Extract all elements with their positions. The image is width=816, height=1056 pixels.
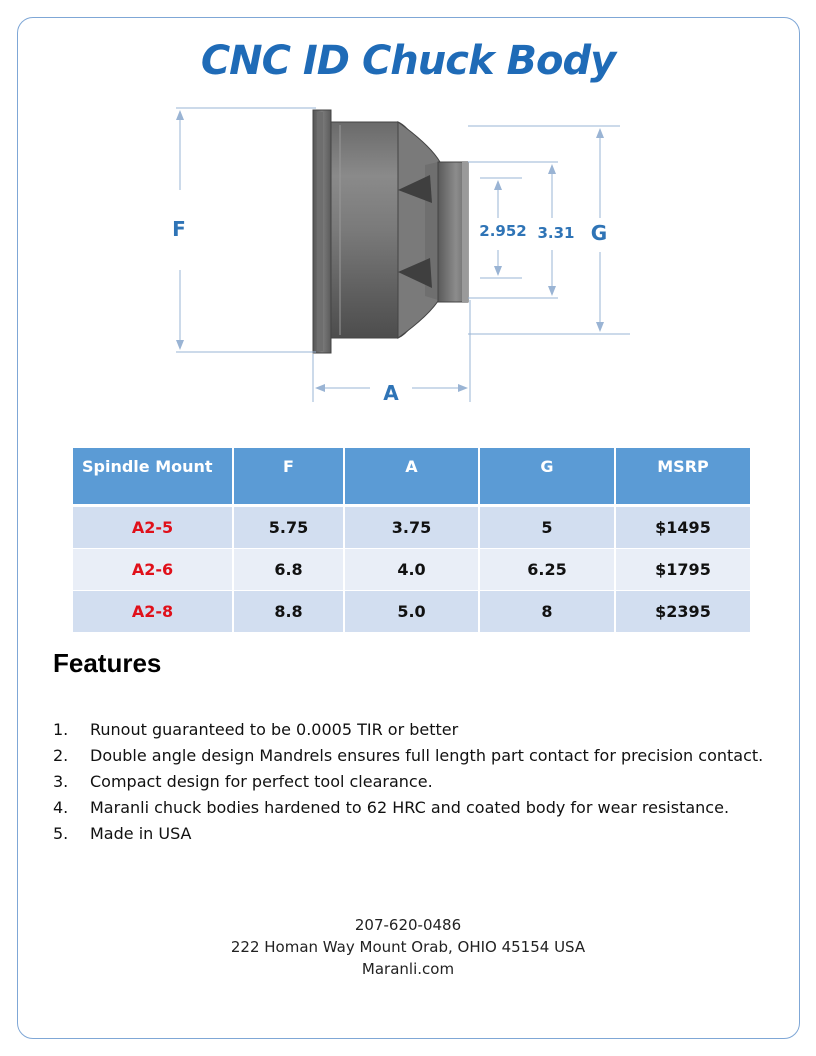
cell-a: 4.0 [344,548,479,590]
table-row [73,590,750,632]
cell-f: 5.75 [233,505,344,548]
website-link[interactable]: Maranli.com [361,960,455,978]
cell-mount: A2-6 [73,548,233,590]
cell-a: 3.75 [344,505,479,548]
list-item-text: Runout guaranteed to be 0.0005 TIR or better [90,720,459,739]
cell-g: 5 [479,505,615,548]
chuck-main-body [331,122,440,338]
dim-inner-diameter-label: 2.952 [479,222,527,240]
list-item-number: 4. [53,798,69,817]
cell-a: 5.0 [344,590,479,632]
list-item-number: 5. [53,824,69,843]
list-item-text: Double angle design Mandrels ensures full length part contact for precision contact. [90,746,764,765]
cell-msrp: $1795 [615,548,750,590]
list-item-text: Compact design for perfect tool clearance. [90,772,433,791]
table-header-row [73,448,750,505]
cell-f: 8.8 [233,590,344,632]
dim-f-label: F [172,217,186,241]
phone-number: 207-620-0486 [354,916,462,934]
contact-footer [0,914,816,980]
header-g: G [479,448,615,505]
dim-outer-diameter-label: 3.31 [537,224,575,242]
spec-table [73,448,750,633]
list-item-text: Maranli chuck bodies hardened to 62 HRC and coated body for wear resistance. [90,798,730,817]
list-item-number: 1. [53,720,69,739]
list-item-text: Made in USA [90,824,192,843]
cell-mount: A2-8 [73,590,233,632]
list-item [53,795,766,820]
features-list [53,717,766,847]
list-item-number: 2. [53,746,69,765]
header-spindle-mount: Spindle Mount [73,448,233,505]
cell-g: 6.25 [479,548,615,590]
list-item [53,717,766,742]
page-title: CNC ID Chuck Body [200,38,616,84]
table-row [73,505,750,548]
list-item-number: 3. [53,772,69,791]
table-row [73,548,750,590]
header-msrp: MSRP [615,448,750,505]
list-item [53,821,766,846]
chuck-flange [313,110,331,353]
header-a: A [344,448,479,505]
address: 222 Homan Way Mount Orab, OHIO 45154 USA [230,938,586,956]
list-item [53,743,766,768]
features-heading: Features [53,648,162,678]
cell-mount: A2-5 [73,505,233,548]
cell-msrp: $1495 [615,505,750,548]
dim-g-label: G [590,221,608,245]
list-item [53,769,766,794]
dim-a-label: A [383,381,399,405]
chuck-body-drawing [0,0,816,440]
cell-msrp: $2395 [615,590,750,632]
cell-f: 6.8 [233,548,344,590]
cell-g: 8 [479,590,615,632]
header-f: F [233,448,344,505]
